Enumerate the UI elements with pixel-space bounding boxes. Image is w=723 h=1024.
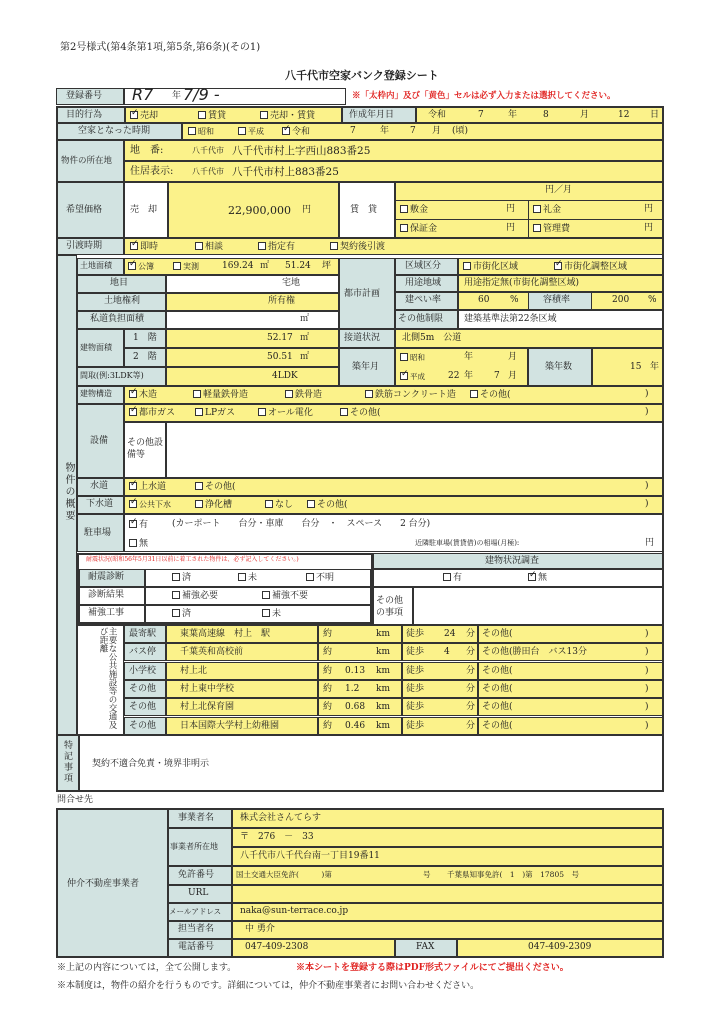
property-section-label: 物件の概要: [63, 462, 74, 522]
zone-label: 区域区分: [405, 261, 442, 271]
facility-type: 小学校: [129, 666, 157, 676]
sale-label: 売 却: [130, 205, 158, 215]
floor2-cell[interactable]: [166, 348, 339, 367]
checkbox-icon[interactable]: [195, 500, 203, 508]
purpose-opt-3[interactable]: 売却・賃貸: [260, 111, 315, 121]
url-label: URL: [188, 888, 209, 898]
facility-other-close: ): [645, 721, 649, 731]
checkbox-icon[interactable]: [307, 500, 315, 508]
city-plan-label: 都市計画: [344, 289, 381, 299]
price-label: 希望価格: [66, 205, 103, 215]
facility-other: その他(: [482, 629, 513, 639]
facility-min: 24: [444, 629, 456, 639]
created-year-unit: 年: [508, 110, 518, 120]
far-label: 容積率: [543, 295, 571, 305]
checkbox-icon[interactable]: [130, 111, 138, 119]
floor2-unit: ㎡: [300, 352, 310, 362]
company-addr-value: 八千代市八千代台南一丁目19番11: [240, 851, 380, 861]
checkbox-icon[interactable]: [265, 500, 273, 508]
facility-name: 千葉英和高校前: [180, 647, 244, 657]
structure-label: 建物構造: [80, 389, 112, 398]
facility-type: その他: [129, 702, 157, 712]
facility-min: 4: [444, 647, 450, 657]
right-cell[interactable]: [166, 293, 339, 311]
facility-other-close: ): [645, 702, 649, 712]
facility-km: km: [376, 721, 390, 731]
structure-opt-3[interactable]: 鉄骨造: [285, 390, 322, 400]
structure-opt-4[interactable]: 鉄筋コンクリート造: [365, 390, 456, 400]
quake-note: 耐震状況(昭和56年5月31日以前に着工された物件は、必ず記入してください。): [86, 556, 299, 563]
special-label: 特記事項: [62, 740, 72, 784]
fax-value: 047-409-2309: [528, 942, 592, 952]
vacant-opt-1[interactable]: 昭和: [188, 127, 214, 136]
built-year: 22: [448, 371, 460, 381]
checkbox-icon[interactable]: [400, 372, 408, 380]
footer-note-1: ※上記の内容については，全て公開します。: [57, 963, 237, 973]
built-era-2[interactable]: ✓平成: [400, 372, 425, 381]
purpose-opt-2[interactable]: 賃貸: [198, 111, 226, 121]
special-value: 契約不適合免責・境界非明示: [92, 759, 210, 769]
facility-yaku: 約: [323, 721, 333, 731]
land-sqm-unit: ㎡: [260, 261, 270, 271]
addr-value: 八千代市村上883番25: [232, 166, 339, 178]
diag-opt-1[interactable]: 補強必要: [172, 591, 218, 601]
facility-other: その他(: [482, 666, 513, 676]
contact-label: 問合せ先: [57, 795, 94, 805]
sewer-opt-4[interactable]: その他(: [307, 500, 348, 510]
checkbox-icon[interactable]: [258, 242, 266, 250]
facility-min-unit: 分: [466, 721, 476, 731]
use-value: 用途指定無(市街化調整区域): [464, 278, 580, 288]
sewer-opt-2[interactable]: 浄化槽: [195, 500, 232, 510]
chimoku-value: 宅地: [282, 278, 301, 288]
quake-opt-unknown[interactable]: 不明: [306, 573, 334, 583]
facility-yaku: 約: [323, 647, 333, 657]
key-money[interactable]: 礼金: [533, 205, 561, 215]
company-addr-label: 事業者所在地: [170, 842, 218, 851]
checkbox-icon[interactable]: [528, 573, 536, 581]
survey-label: 建物状況調査: [485, 556, 540, 566]
structure-opt-1[interactable]: ✓ 木造: [129, 390, 157, 400]
checkbox-icon[interactable]: [533, 224, 541, 232]
quake-opt-done[interactable]: 済: [172, 573, 191, 583]
location-label: 物件の所在地: [61, 156, 113, 166]
person-value: 中 勇介: [245, 924, 275, 934]
facility-walk: 徒歩: [406, 702, 425, 712]
road-cell[interactable]: [166, 311, 339, 329]
created-year: 7: [478, 110, 484, 120]
built-y-unit-2: 年: [464, 371, 474, 381]
diag-opt-2[interactable]: 補強不要: [262, 591, 308, 601]
checkbox-icon[interactable]: [195, 408, 203, 416]
checkbox-icon[interactable]: [129, 390, 137, 398]
parking-nearby: 近隣駐車場(賃貸借)の相場(月極):: [415, 539, 520, 547]
floor1-unit: ㎡: [300, 333, 310, 343]
reg-value: R7: [132, 85, 154, 104]
use-label: 用途地域: [405, 278, 442, 288]
created-month-unit: 月: [580, 110, 590, 120]
reg-value-cell[interactable]: [124, 85, 346, 105]
facilities-label: 主要な公共施設等の交通及び距離: [98, 627, 117, 729]
layout-value: 4LDK: [272, 371, 298, 381]
checkbox-icon[interactable]: [260, 111, 268, 119]
structure-opt-2[interactable]: 軽量鉄骨造: [193, 390, 248, 400]
land-tsubo-unit: 坪: [322, 261, 332, 271]
quake-row1-label: 耐震診断: [88, 572, 125, 582]
facility-dist: 0.68: [345, 702, 366, 712]
floor-label: 建物面積: [80, 343, 112, 352]
parking-label: 駐車場: [84, 528, 112, 538]
facility-yaku: 約: [323, 629, 333, 639]
quake-row3-label: 補強工事: [88, 608, 125, 618]
addr-city: 八千代市: [192, 167, 224, 176]
required-note: ※「太枠内」及び「黄色」セルは必ず入力または選択してください。: [352, 91, 616, 101]
gas-close: ): [645, 407, 649, 417]
yen-month: 円／月: [545, 185, 573, 195]
land-tsubo: 51.24: [285, 261, 311, 271]
facility-min-unit: 分: [466, 629, 476, 639]
facility-dist: 1.2: [345, 684, 360, 694]
chimoku-label: 地目: [110, 278, 129, 288]
floor2-label: 2 階: [133, 352, 157, 362]
sale-value: 22,900,000: [228, 204, 291, 217]
rent-label: 賃 貸: [350, 205, 378, 215]
name-label: 事業者名: [178, 813, 215, 823]
facility-name: 東葉高速線 村上 駅: [180, 629, 271, 639]
facility-min-unit: 分: [466, 702, 476, 712]
parking-no[interactable]: 無: [129, 539, 148, 549]
built-m-unit-2: 月: [508, 371, 518, 381]
built-y-unit-1: 年: [464, 352, 474, 362]
water-opt-2[interactable]: その他(: [195, 482, 236, 492]
reg-label: 登録番号: [66, 91, 103, 101]
gas-opt-1[interactable]: ✓都市ガス: [129, 408, 175, 418]
mgmt-fee-unit: 円: [644, 223, 654, 233]
vacant-month-unit: 月: [432, 126, 442, 136]
far-value: 200: [612, 295, 630, 305]
facility-other-close: ): [645, 666, 649, 676]
mail-label: メールアドレス: [169, 907, 222, 916]
facility-name: 日本国際大学村上幼稚園: [180, 721, 280, 731]
checkbox-icon[interactable]: [172, 591, 180, 599]
facility-other-close: ): [645, 684, 649, 694]
facility-km: km: [376, 666, 390, 676]
checkbox-icon[interactable]: [172, 609, 180, 617]
facility-yaku: 約: [323, 666, 333, 676]
checkbox-icon[interactable]: [463, 262, 471, 270]
parking-nearby-unit: 円: [645, 538, 655, 548]
vacant-opt-2[interactable]: 平成: [238, 127, 264, 136]
structure-opt-5[interactable]: その他(: [470, 390, 511, 400]
facility-dist: 0.13: [345, 666, 366, 676]
tel-label: 電話番号: [178, 942, 215, 952]
facility-type: その他: [129, 721, 157, 731]
facility-min-unit: 分: [466, 666, 476, 676]
divider: [395, 219, 663, 220]
checkbox-icon[interactable]: [128, 262, 136, 270]
layout-label: 間取(例:3LDK等): [80, 371, 144, 380]
sewer-opt-1[interactable]: ✓ 公共下水: [129, 500, 171, 509]
checkbox-icon[interactable]: [285, 390, 293, 398]
right-value: 所有権: [268, 296, 296, 306]
checkbox-icon[interactable]: [340, 408, 348, 416]
page-title: 八千代市空家バンク登録シート: [285, 69, 439, 82]
water-label: 水道: [90, 481, 109, 491]
checkbox-icon[interactable]: [129, 482, 137, 490]
checkbox-icon[interactable]: [533, 205, 541, 213]
checkbox-icon[interactable]: [129, 520, 137, 528]
facility-other: その他(勝田台 バス13分: [482, 647, 587, 657]
other-limit-value: 建築基準法第22条区域: [464, 314, 557, 324]
checkbox-icon[interactable]: [129, 408, 137, 416]
facility-other-close: ): [645, 647, 649, 657]
floor1-label: 1 階: [133, 333, 157, 343]
facility-name: 村上東中学校: [180, 684, 235, 694]
checkbox-icon[interactable]: [400, 353, 408, 361]
facility-walk: 徒歩: [406, 629, 425, 639]
vacant-label: 空家となった時期: [78, 126, 151, 136]
purpose-label: 目的行為: [66, 110, 103, 120]
equip-other-label: その他設備等: [127, 438, 164, 460]
reinforce-opt-2[interactable]: 未: [262, 609, 281, 619]
reg-seq: 7/9 -: [183, 85, 220, 104]
other-matters-label: その他の事項: [376, 596, 404, 618]
road-unit: ㎡: [300, 314, 310, 324]
reg-year-unit: 年: [172, 91, 182, 101]
person-label: 担当者名: [178, 924, 215, 934]
license-governor: 千葉県知事免許( 1 )第 17805 号: [447, 870, 579, 879]
checkbox-icon[interactable]: [238, 573, 246, 581]
checkbox-icon[interactable]: [193, 390, 201, 398]
checkbox-icon[interactable]: [282, 127, 290, 135]
guarantee-unit: 円: [506, 223, 516, 233]
facility-other-close: ): [645, 629, 649, 639]
checkbox-icon[interactable]: [188, 127, 196, 135]
bcr-value: 60: [478, 295, 490, 305]
land-official[interactable]: ✓ 公簿: [128, 262, 154, 271]
vacant-suffix: (頃): [452, 126, 469, 136]
checkbox-icon[interactable]: [129, 500, 137, 508]
facility-type: 最寄駅: [129, 629, 157, 639]
lot-value: 八千代市村上字西山883番25: [232, 145, 371, 157]
facility-walk: 徒歩: [406, 721, 425, 731]
reinforce-opt-1[interactable]: 済: [172, 609, 191, 619]
facility-min-unit: 分: [466, 647, 476, 657]
bcr-label: 建ぺい率: [405, 295, 442, 305]
access-label: 接道状況: [344, 333, 381, 343]
facility-type: その他: [129, 684, 157, 694]
facility-walk: 徒歩: [406, 647, 425, 657]
checkbox-icon[interactable]: [258, 408, 266, 416]
deposit[interactable]: 敷金: [400, 205, 428, 215]
created-era: 令和: [428, 110, 447, 120]
land-area-label: 土地面積: [80, 261, 112, 270]
checkbox-icon[interactable]: [195, 242, 203, 250]
gas-opt-3[interactable]: オール電化: [258, 408, 313, 418]
handover-opt-4[interactable]: 契約後引渡: [330, 242, 385, 252]
created-day: 12: [618, 110, 630, 120]
quake-opt-not[interactable]: 未: [238, 573, 257, 583]
built-label: 築年月: [352, 362, 380, 372]
handover-opt-1[interactable]: ✓ 即時: [130, 242, 158, 252]
license-minister-unit: 号: [423, 870, 431, 879]
age-label: 築年数: [545, 362, 573, 372]
checkbox-icon[interactable]: [330, 242, 338, 250]
facility-other: その他(: [482, 702, 513, 712]
sale-unit: 円: [302, 205, 312, 215]
other-matters-cell[interactable]: [413, 587, 663, 625]
fax-label: FAX: [416, 942, 435, 952]
zone-opt-1[interactable]: 市街化区域: [463, 262, 518, 272]
water-opt-1[interactable]: ✓ 上水道: [129, 482, 166, 492]
facility-walk: 徒歩: [406, 684, 425, 694]
lot-label: 地 番:: [130, 145, 164, 156]
floor2-value: 50.51: [267, 352, 293, 362]
checkbox-icon[interactable]: [470, 390, 478, 398]
divider: [528, 200, 529, 238]
deposit-unit: 円: [506, 204, 516, 214]
sewer-opt-3[interactable]: なし: [265, 500, 293, 510]
far-pct: %: [648, 295, 657, 305]
checkbox-icon[interactable]: [173, 262, 181, 270]
checkbox-icon[interactable]: [238, 127, 246, 135]
equip-other-cell[interactable]: [166, 422, 663, 478]
gas-opt-2[interactable]: LPガス: [195, 408, 235, 418]
url-cell[interactable]: [232, 885, 663, 903]
parking-yes[interactable]: ✓有: [129, 520, 148, 530]
facility-yaku: 約: [323, 684, 333, 694]
facility-yaku: 約: [323, 702, 333, 712]
survey-cell[interactable]: [373, 569, 663, 587]
gas-opt-4[interactable]: その他(: [340, 408, 381, 418]
form-number: 第2号様式(第4条第1項,第5条,第6条)(その1): [60, 42, 261, 53]
layout-cell[interactable]: [166, 367, 339, 386]
age-unit: 年: [650, 362, 660, 372]
right-label: 土地権利: [104, 296, 141, 306]
survey-yes[interactable]: 有: [443, 573, 462, 583]
key-money-unit: 円: [644, 204, 654, 214]
checkbox-icon[interactable]: [306, 573, 314, 581]
facility-km: km: [376, 629, 390, 639]
land-sqm: 169.24: [222, 261, 254, 271]
person-cell[interactable]: [232, 921, 663, 939]
checkbox-icon[interactable]: [130, 242, 138, 250]
checkbox-icon[interactable]: [365, 390, 373, 398]
facility-km: km: [376, 684, 390, 694]
checkbox-icon[interactable]: [129, 539, 137, 547]
water-close: ): [645, 481, 649, 491]
access-value: 北側5m 公道: [402, 333, 462, 343]
built-month: 7: [494, 371, 500, 381]
checkbox-icon[interactable]: [172, 573, 180, 581]
footer-note-2: ※本制度は，物件の紹介を行うものです。詳細については，仲介不動産事業者にお問い合わせください。: [57, 981, 480, 991]
facility-type: バス停: [129, 647, 157, 657]
bcr-pct: %: [510, 295, 519, 305]
built-m-unit-1: 月: [508, 352, 518, 362]
checkbox-icon[interactable]: [262, 591, 270, 599]
facility-name: 村上北保育園: [180, 702, 235, 712]
facility-min-unit: 分: [466, 684, 476, 694]
tel-value: 047-409-2308: [245, 942, 309, 952]
vacant-year-unit: 年: [380, 126, 390, 136]
facility-name: 村上北: [180, 666, 208, 676]
land-measured[interactable]: 実測: [173, 262, 199, 271]
checkbox-icon[interactable]: [400, 205, 408, 213]
lot-city: 八千代市: [192, 146, 224, 155]
footer-note-red: ※本シートを登録する際はPDF形式ファイルにてご提出ください。: [296, 963, 569, 973]
equipment-label: 設備: [90, 436, 109, 446]
checkbox-icon[interactable]: [443, 573, 451, 581]
other-limit-label: その他制限: [398, 314, 444, 324]
created-month: 8: [543, 110, 549, 120]
facility-km: km: [376, 647, 390, 657]
checkbox-icon[interactable]: [262, 609, 270, 617]
facility-km: km: [376, 702, 390, 712]
facility-walk: 徒歩: [406, 666, 425, 676]
checkbox-icon[interactable]: [400, 224, 408, 232]
survey-no[interactable]: ✓ 無: [528, 573, 547, 583]
vacant-opt-3[interactable]: ✓ 令和: [282, 127, 310, 137]
floor1-cell[interactable]: [166, 329, 339, 348]
structure-close: ): [645, 389, 649, 399]
zip-value: 〒 276 － 33: [240, 832, 314, 842]
age-value: 15: [630, 362, 642, 372]
road-label: 私道負担面積: [90, 314, 145, 324]
checkbox-icon[interactable]: [198, 111, 206, 119]
handover-opt-3[interactable]: 指定有: [258, 242, 295, 252]
vacant-month: 7: [410, 126, 416, 136]
facility-dist: 0.46: [345, 721, 366, 731]
mail-value: naka@sun-terrace.co.jp: [240, 906, 349, 916]
quake-row2-label: 診断結果: [88, 590, 125, 600]
purpose-opt-1[interactable]: ✓ 売却: [130, 111, 158, 121]
guarantee[interactable]: 保証金: [400, 224, 437, 234]
facility-other: その他(: [482, 721, 513, 731]
addr-label: 住居表示:: [130, 166, 174, 177]
sewer-label: 下水道: [86, 499, 114, 509]
facility-other: その他(: [482, 684, 513, 694]
handover-opt-2[interactable]: 相談: [195, 242, 223, 252]
chimoku-cell[interactable]: [166, 275, 339, 293]
created-label: 作成年月日: [349, 110, 395, 120]
vacant-year: 7: [350, 126, 356, 136]
handover-label: 引渡時期: [66, 241, 103, 251]
license-minister: 国土交通大臣免許( )第: [236, 870, 332, 879]
mgmt-fee[interactable]: 管理費: [533, 224, 570, 234]
parking-detail: (カーポート 台分・車庫 台分 ・ スペース 2 台分): [172, 519, 431, 529]
divider: [395, 200, 663, 201]
created-day-unit: 日: [650, 110, 660, 120]
checkbox-icon[interactable]: [195, 482, 203, 490]
built-era-1[interactable]: 昭和: [400, 353, 425, 362]
zone-opt-2[interactable]: ✓ 市街化調整区域: [554, 262, 627, 272]
sewer-close: ): [645, 499, 649, 509]
license-label: 免許番号: [178, 870, 215, 880]
agent-label: 仲介不動産事業者: [67, 879, 140, 889]
name-value: 株式会社さんてらす: [240, 813, 322, 823]
checkbox-icon[interactable]: [554, 262, 562, 270]
floor1-value: 52.17: [267, 333, 293, 343]
